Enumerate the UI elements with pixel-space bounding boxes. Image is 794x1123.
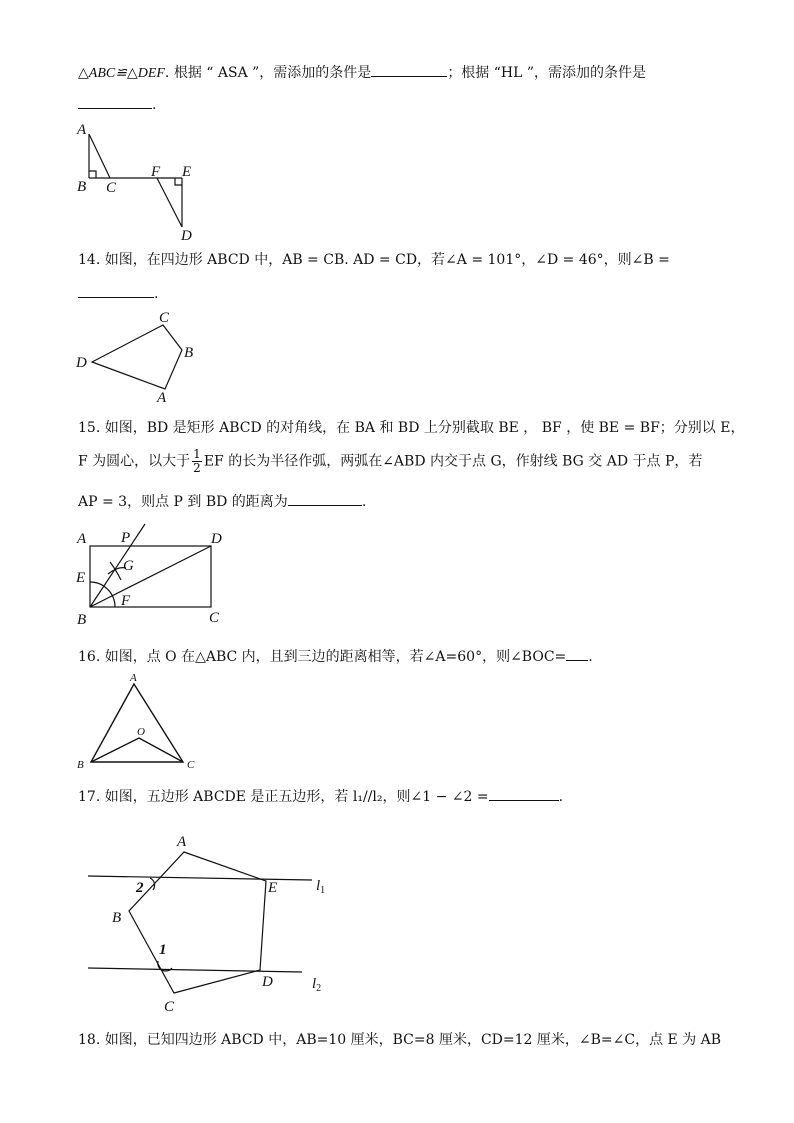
q17-angle-2-arc [150,878,155,890]
q16-end: . [588,649,593,665]
q18-line [78,1030,721,1050]
q15-label-b: B [77,612,87,628]
q17-label-angle2: 2 [136,880,144,896]
q15-frac-num: 1 [193,447,201,461]
q17-l2-letter: l [312,976,317,992]
q15-line2 [78,448,702,475]
q13-hl-blank[interactable] [78,94,152,109]
q17-label-e: E [268,880,278,896]
q15-line1 [78,418,744,438]
q15-label-d: D [211,531,222,547]
q16-label-o: O [137,726,145,738]
q17-label-l2 [312,976,321,994]
q13-seg-ac [89,134,110,178]
q15-arc-g1 [108,568,126,574]
q14-label-b: B [184,345,194,361]
q15-line3 [78,491,366,512]
q13-label-a: A [77,122,87,138]
q16-segments-ob-oc [91,738,183,762]
q13-label-f: F [151,164,161,180]
q17-line-l2 [88,968,302,972]
q13-congruence: △ABC≌△DEF [78,66,165,81]
q15-label-p: P [121,530,131,546]
q17-end: . [558,789,564,805]
q15-answer-blank[interactable] [288,491,362,506]
q15-frac-den: 2 [193,461,201,475]
q15-end: . [361,494,367,510]
q13-label-c: C [106,180,117,196]
q16-line [78,646,593,667]
q15-label-c: C [209,610,220,626]
q15-label-e: E [76,570,86,586]
q16-triangle [91,684,183,762]
q13-label-b: B [77,179,87,195]
q17-pentagon [129,852,266,993]
q13-asa-text: . 根据 “ ASA ”，需添加的条件是 [164,65,372,81]
q18-text: 18. 如图，已知四边形 ABCD 中，AB=10 厘米，BC=8 厘米，CD=12 厘米，∠B=∠C，点 E 为 AB [78,1032,722,1048]
q17-label-b: B [112,910,122,926]
q15-label-g: G [123,558,134,574]
q16-label-a: A [130,672,137,684]
q15-text2a: F 为圆心，以大于 [78,453,191,470]
q16-answer-blank[interactable] [566,646,588,661]
q14-quadrilateral [92,325,182,389]
q13-seg-fd [157,178,182,227]
q13-label-e: E [182,164,192,180]
q17-angle-1-arc [158,961,172,971]
q14-text: 14. 如图，在四边形 ABCD 中，AB = CB. AD = CD，若∠A = 101°，∠D = 46°，则∠B = [78,252,670,268]
q17-answer-blank[interactable] [489,786,559,801]
q13-right-angle-e [175,178,182,185]
q14-line1 [78,250,670,270]
q17-line-l1 [88,876,312,880]
q15-label-a: A [77,531,87,547]
q17-line [78,786,563,807]
q17-l2-sub: 2 [316,983,322,994]
q15-label-f: F [121,593,131,609]
q17-label-l1 [316,878,325,896]
q17-l1-letter: l [316,878,321,894]
q17-l1-sub: 1 [320,885,326,896]
q17-label-a: A [177,834,187,850]
q13-right-angle-b [89,171,96,178]
q16-label-c: C [187,759,195,771]
q15-arc-ef [90,582,115,607]
q13-hl-text: ；根据 “HL ”，需添加的条件是 [447,65,647,81]
q15-diagonal-bd [90,546,211,607]
q17-text: 17. 如图，五边形 ABCDE 是正五边形，若 l₁//l₂，则∠1 − ∠2 = [78,789,489,805]
q17-label-d: D [262,974,273,990]
q16-text: 16. 如图，点 O 在△ABC 内，且到三边的距离相等，若∠A=60°，则∠BOC= [78,649,567,665]
q16-label-b: B [77,759,84,771]
q17-label-angle1: 1 [159,942,167,958]
q15-text2b: EF 的长为半径作弧，两弧在∠ABD 内交于点 G，作射线 BG 交 AD 于点 P，若 [203,453,703,470]
q14-label-d: D [76,355,87,371]
q13-line2 [78,94,156,115]
q13-label-d: D [181,228,192,244]
q13-end: . [152,97,157,113]
q14-answer-blank[interactable] [78,283,154,298]
q14-line2 [78,283,158,304]
q14-label-a: A [157,390,167,406]
q13-line1 [78,62,646,84]
q15-fraction [192,448,202,475]
q15-text1: 15. 如图，BD 是矩形 ABCD 的对角线，在 BA 和 BD 上分别截取 BE ， BF ，使 BE = BF；分别以 E， [78,420,745,436]
q14-end: . [154,286,159,302]
q13-asa-blank[interactable] [371,62,447,77]
q15-rectangle [90,546,211,607]
q17-label-c: C [164,999,175,1015]
q15-text3: AP = 3，则点 P 到 BD 的距离为 [78,494,288,510]
q15-ray-bg [90,524,145,607]
q15-arc-g2 [110,562,121,580]
q14-label-c: C [159,310,170,326]
